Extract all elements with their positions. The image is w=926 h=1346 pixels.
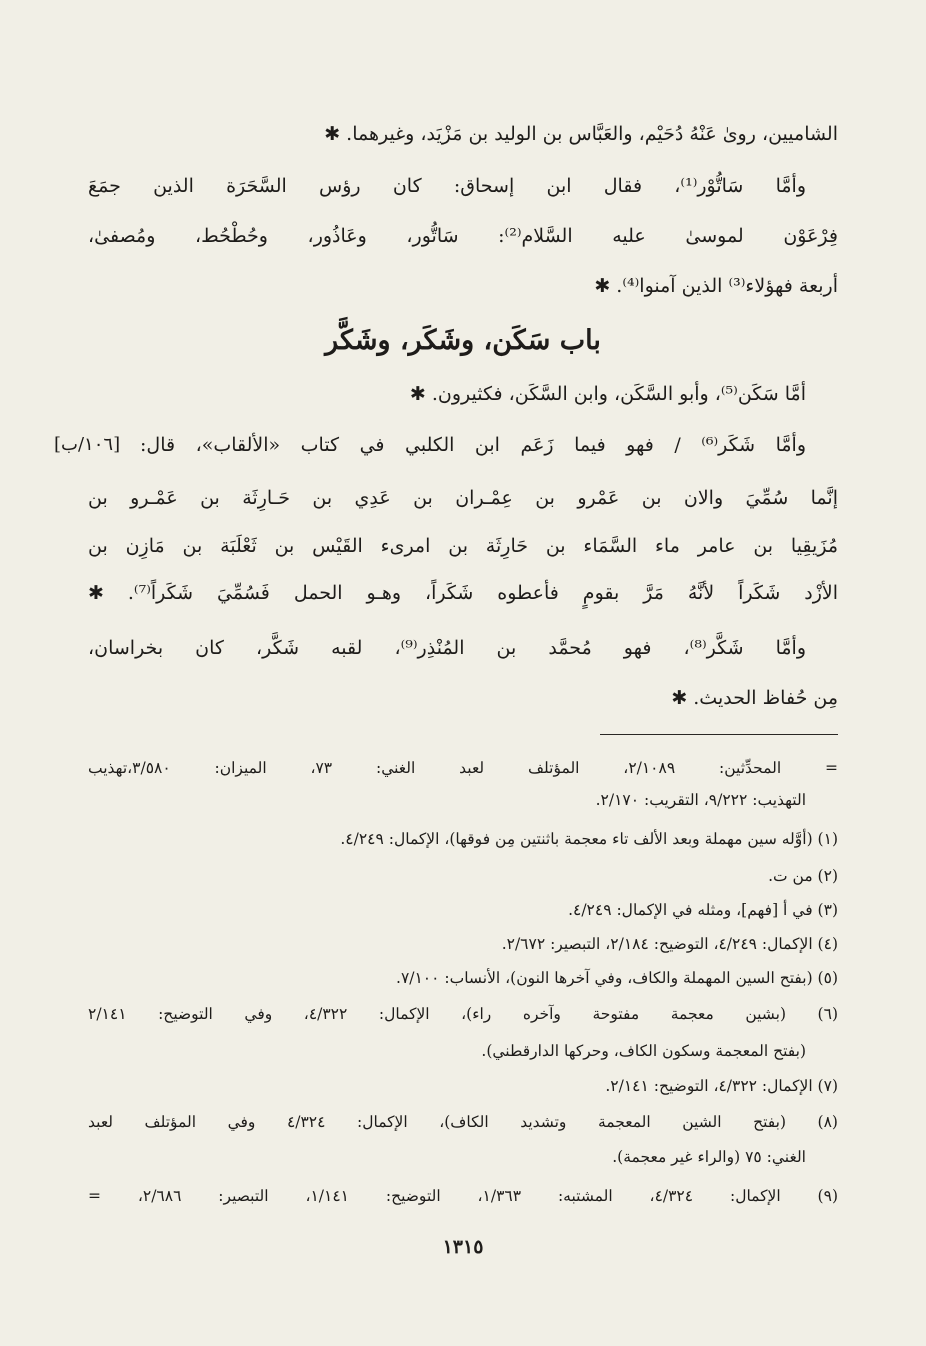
- footnote-line: (٨) (بفتح الشين المعجمة وتشديد الكاف)، الإكمال: ٤/٣٢٤ وفي المؤتلف لعبد: [88, 1113, 838, 1131]
- footnote-line: التهذيب: ٩/٢٢٢، التقريب: ٢/١٧٠.: [595, 791, 806, 809]
- manuscript-folio-ref: [١٠٦/ب]: [54, 434, 121, 455]
- footnote-line: (بفتح المعجمة وسكون الكاف، وحركها الدارقطني).: [481, 1042, 806, 1060]
- body-line-4: أربعة فهؤلاء⁽³⁾ الذين آمنوا⁽⁴⁾. ✱: [594, 275, 838, 297]
- footnote-line: (١) (أوَّله سين مهملة وبعد الألف تاء معجمة باثنتين مِن فوقها)، الإكمال: ٤/٢٤٩.: [340, 830, 838, 848]
- body-line-2: وأمَّا سَاتُّوْر⁽¹⁾، فقال ابن إسحاق: كان رؤس السَّحَرَة الذين جمَعَ: [88, 175, 806, 197]
- footnote-line: (٧) الإكمال: ٤/٣٢٢، التوضيح: ٢/١٤١.: [605, 1077, 838, 1095]
- body-line-11: مِن حُفاظ الحديث. ✱: [671, 687, 838, 709]
- body-line-8: مُزَيقِيا بن عامر ماء السَّمَاء بن حَارِثَة بن امرىء القَيْس بن ثَعْلَبَة بن مَازِن بن: [88, 535, 838, 557]
- footnote-line: (٥) (بفتح السين المهملة والكاف، وفي آخرها النون)، الأنساب: ٧/١٠٠.: [396, 969, 838, 987]
- body-line-6: وأمَّا شَكَر⁽⁶⁾ / فهو فيما زَعَم ابن الكلبي في كتاب «الألقاب»، قال:: [140, 434, 806, 456]
- footnote-line: (٢) من ت.: [768, 867, 838, 885]
- section-heading: باب سَكَن، وشَكَر، وشَكَّر: [325, 325, 601, 356]
- body-line-9: الأزْد شَكَراً لأنَّهُ مَرَّ بقومٍ فأعطوه شَكَراً، وهـو الحمل فَسُمِّيَ شَكَراً⁽⁷⁾. ✱: [88, 582, 839, 604]
- footnote-line: (٣) في أ [فهم]، ومثله في الإكمال: ٤/٢٤٩.: [568, 901, 838, 919]
- body-line-1: الشاميين، روىٰ عَنْهُ دُحَيْم، والعَبَّاس بن الوليد بن مَزْيَد، وغيرهما. ✱: [324, 123, 838, 145]
- body-line-7: إنَّما سُمِّيَ والان بن عَمْرو بن عِمْـران بن عَدِي بن حَـارِثَة بن عَمْـرو بن: [88, 487, 838, 509]
- page-number: ١٣١٥: [442, 1236, 484, 1258]
- footnote-line: (٤) الإكمال: ٤/٢٤٩، التوضيح: ٢/١٨٤، التبصير: ٢/٦٧٢.: [501, 935, 838, 953]
- footnote-separator: [600, 734, 838, 735]
- body-line-5: أمَّا سَكَن⁽⁵⁾، وأبو السَّكَن، وابن السَّكَن، فكثيرون. ✱: [409, 383, 806, 405]
- footnote-line: (٩) الإكمال: ٤/٣٢٤، المشتبه: ١/٣٦٣، التوضيح: ١/١٤١، التبصير: ٢/٦٨٦، =: [88, 1187, 838, 1205]
- footnote-line: (٦) (بشين معجمة مفتوحة وآخره راء)، الإكمال: ٤/٣٢٢، وفي التوضيح: ٢/١٤١: [88, 1005, 838, 1023]
- footnote-line: الغني: ٧٥ (والراء غير معجمة).: [612, 1148, 806, 1166]
- footnote-line: = المحدِّثين: ٢/١٠٨٩، المؤتلف لعبد الغني: ٧٣، الميزان: ٣/٥٨٠،تهذيب: [88, 759, 838, 777]
- body-line-10: وأمَّا شَكَّر⁽⁸⁾، فهو مُحمَّد بن المُنْذِر⁽⁹⁾، لقبه شَكَّر، كان بخراسان،: [88, 637, 806, 659]
- body-line-3: فِرْعَوْن لموسىٰ عليه السَّلام⁽²⁾: سَاتُّور، وعَاذُور، وحُطْحُط، ومُصفىٰ،: [88, 225, 838, 247]
